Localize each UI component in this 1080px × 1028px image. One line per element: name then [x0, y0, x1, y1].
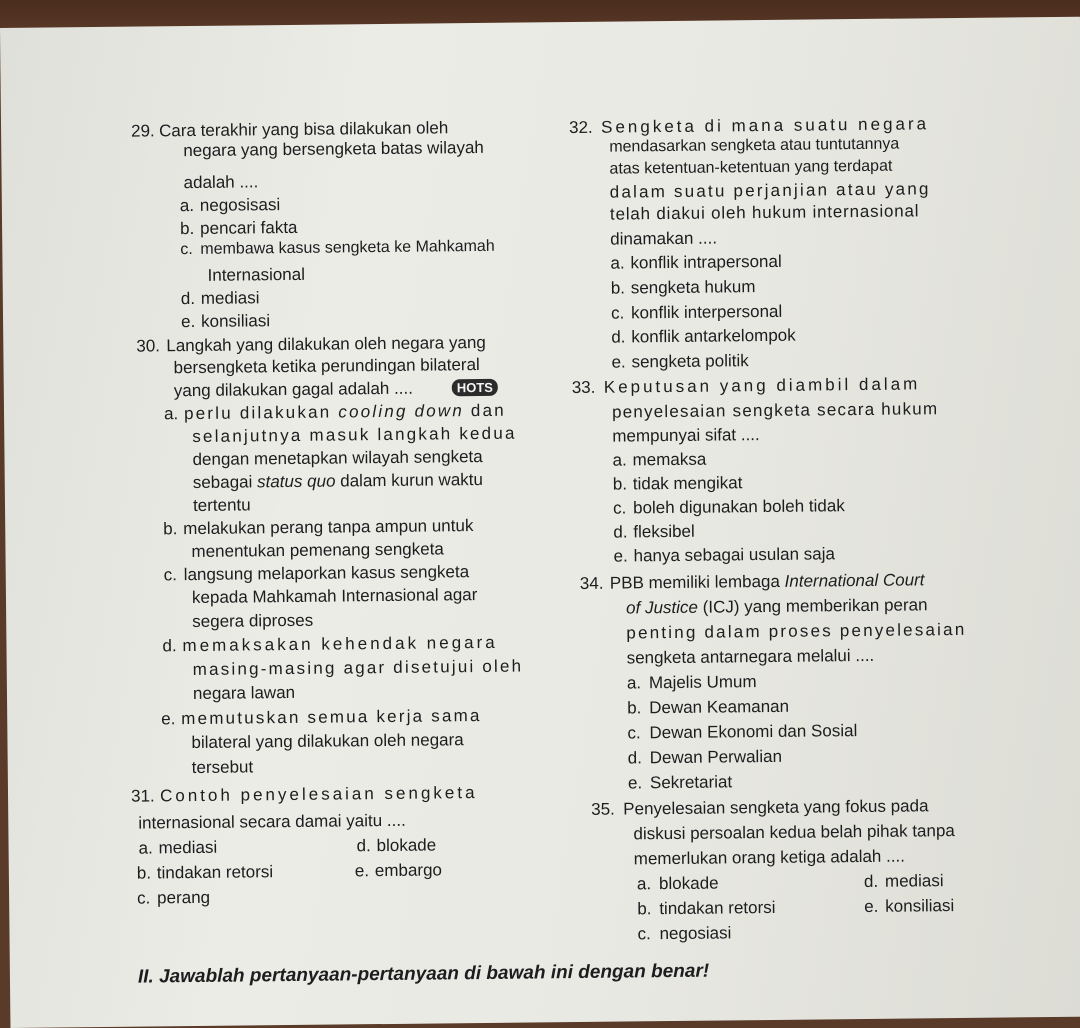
- option-letter: d.: [180, 288, 196, 309]
- option-text: tersebut: [191, 757, 254, 778]
- question-stem-line: Cara terakhir yang bisa dilakukan oleh: [158, 118, 449, 141]
- option-letter: b.: [163, 519, 178, 539]
- question-stem-line: mendasarkan sengketa atau tuntutannya: [609, 135, 900, 156]
- option-text: negara lawan: [192, 682, 296, 704]
- option-text: negosisasi: [199, 195, 281, 215]
- question-stem-line: adalah ....: [183, 172, 259, 193]
- question-stem-line: dalam suatu perjanjian atau yang: [609, 179, 931, 202]
- option-text: Majelis Umum: [648, 672, 757, 693]
- option-text: hanya sebagai usulan saja: [633, 544, 835, 566]
- section-heading: II. Jawablah pertanyaan-pertanyaan di bawah ini dengan benar!: [137, 960, 710, 988]
- option-letter: b.: [627, 698, 642, 718]
- option-text: membawa kasus sengketa ke Mahkamah: [200, 237, 495, 258]
- option-text: dengan menetapkan wilayah sengketa: [192, 446, 483, 470]
- option-text: mediasi: [200, 288, 260, 308]
- option-text: negosiasi: [659, 923, 732, 944]
- option-text: Dewan Keamanan: [649, 696, 790, 718]
- option-letter: b.: [612, 474, 628, 494]
- question-stem-line: dinamakan ....: [610, 228, 718, 249]
- question-number: 32.: [568, 117, 593, 138]
- question-stem-line: sengketa antarnegara melalui ....: [626, 645, 875, 668]
- option-text: perang: [157, 887, 211, 908]
- option-text: konflik antarkelompok: [631, 325, 796, 347]
- question-number: 30.: [136, 336, 161, 356]
- question-stem-line: Penyelesaian sengketa yang fokus pada: [623, 796, 929, 819]
- option-text: tindakan retorsi: [659, 897, 776, 919]
- option-letter: e.: [627, 773, 643, 793]
- question-stem-line: of Justice (ICJ) yang memberikan peran: [626, 595, 928, 618]
- question-stem-line: diskusi persoalan kedua belah pihak tanpa: [633, 821, 955, 844]
- option-text: boleh digunakan boleh tidak: [632, 496, 845, 518]
- option-letter: a.: [179, 195, 195, 216]
- option-letter: c.: [612, 498, 627, 518]
- question-stem-line: telah diakui oleh hukum internasional: [609, 201, 920, 224]
- question-number: 35.: [591, 799, 615, 819]
- option-text: konflik intrapersonal: [630, 251, 782, 273]
- option-letter: b.: [637, 899, 652, 919]
- option-text: sengketa politik: [631, 351, 749, 372]
- option-letter: a.: [636, 874, 652, 894]
- option-letter: c.: [137, 888, 151, 908]
- option-letter: e.: [354, 861, 370, 881]
- option-letter: b.: [136, 863, 152, 883]
- question-stem-line: Langkah yang dilakukan oleh negara yang: [166, 332, 486, 356]
- option-text: konflik interpersonal: [630, 301, 783, 323]
- option-text: Sekretariat: [649, 772, 733, 793]
- question-stem-line: PBB memiliki lembaga International Court: [609, 570, 925, 593]
- option-letter: c.: [180, 240, 193, 259]
- question-stem-line: Keputusan yang diambil dalam: [603, 374, 921, 397]
- option-text: tertentu: [192, 495, 251, 516]
- option-text: sebagai status quo dalam kurun waktu: [192, 469, 483, 493]
- option-text: menentukan pemenang sengketa: [191, 539, 444, 562]
- question-stem-line: yang dilakukan gagal adalah ....: [173, 378, 414, 401]
- option-text: tidak mengikat: [632, 473, 743, 494]
- question-stem-line: memerlukan orang ketiga adalah ....: [633, 846, 906, 869]
- option-text: Dewan Ekonomi dan Sosial: [649, 721, 858, 743]
- option-letter: a.: [626, 673, 642, 693]
- question-stem-line: atas ketentuan-ketentuan yang terdapat: [609, 157, 893, 178]
- option-text: konsiliasi: [200, 311, 271, 331]
- option-letter: b.: [610, 278, 626, 298]
- question-stem-line: bersengketa ketika perundingan bilateral: [173, 354, 480, 378]
- question-number: 31.: [130, 786, 155, 806]
- option-text: melakukan perang tanpa ampun untuk: [183, 516, 474, 539]
- option-text: fleksibel: [633, 521, 695, 542]
- hots-badge: HOTS: [452, 379, 498, 396]
- option-text: memaksakan kehendak negara: [182, 632, 498, 656]
- option-letter: e.: [613, 546, 628, 566]
- option-letter: a.: [138, 838, 153, 858]
- option-text: perlu dilakukan cooling down dan: [183, 400, 506, 424]
- option-text: mediasi: [158, 837, 218, 858]
- option-letter: d.: [627, 748, 642, 768]
- option-letter: d.: [863, 871, 879, 891]
- option-text: konsiliasi: [885, 896, 955, 916]
- question-number: 33.: [571, 377, 596, 398]
- option-letter: a.: [612, 450, 627, 470]
- option-letter: b.: [180, 218, 195, 239]
- option-letter: a.: [163, 404, 179, 424]
- option-letter: d.: [356, 836, 371, 856]
- option-letter: c.: [637, 924, 651, 944]
- question-number: 34.: [579, 573, 604, 593]
- option-letter: e.: [611, 352, 626, 372]
- question-number: 29.: [130, 121, 155, 141]
- option-text: kepada Mahkamah Internasional agar: [191, 585, 478, 608]
- option-text: memaksa: [632, 449, 707, 470]
- option-letter: d.: [162, 636, 177, 656]
- option-letter: c.: [627, 723, 641, 743]
- option-text: tindakan retorsi: [156, 862, 274, 883]
- question-stem-line: Contoh penyelesaian sengketa: [159, 783, 478, 806]
- option-letter: e.: [864, 896, 879, 916]
- question-stem-line: penyelesaian sengketa secara hukum: [611, 399, 939, 422]
- option-letter: e.: [180, 311, 196, 332]
- option-text: embargo: [374, 860, 443, 881]
- question-stem-line: negara yang bersengketa batas wilayah: [183, 137, 484, 161]
- option-text: segera diproses: [192, 610, 314, 632]
- option-text: masing-masing agar disetujui oleh: [192, 656, 524, 680]
- question-stem-line: mempunyai sifat ....: [612, 425, 760, 446]
- question-stem-line: penting dalam proses penyelesaian: [626, 619, 967, 643]
- option-text: bilateral yang dilakukan oleh negara: [191, 730, 464, 753]
- option-text: pencari fakta: [200, 217, 298, 238]
- option-text: sengketa hukum: [630, 277, 756, 298]
- option-text: selanjutnya masuk langkah kedua: [192, 423, 517, 447]
- option-text: Dewan Perwalian: [649, 746, 783, 768]
- option-text: Internasional: [207, 264, 306, 285]
- option-text: langsung melaporkan kasus sengketa: [183, 562, 470, 585]
- question-stem-line: internasional secara damai yaitu ....: [138, 810, 406, 833]
- option-letter: c.: [163, 565, 178, 585]
- worksheet-page: [0, 17, 1080, 1028]
- option-letter: d.: [611, 327, 626, 347]
- option-letter: e.: [161, 709, 176, 729]
- option-letter: c.: [610, 303, 625, 323]
- option-letter: d.: [613, 522, 628, 542]
- option-text: memutuskan semua kerja sama: [181, 705, 482, 729]
- question-stem-line: Sengketa di mana suatu negara: [600, 114, 930, 137]
- option-text: mediasi: [884, 871, 944, 891]
- option-text: blokade: [376, 835, 437, 856]
- option-letter: a.: [610, 253, 625, 273]
- option-text: blokade: [658, 873, 719, 894]
